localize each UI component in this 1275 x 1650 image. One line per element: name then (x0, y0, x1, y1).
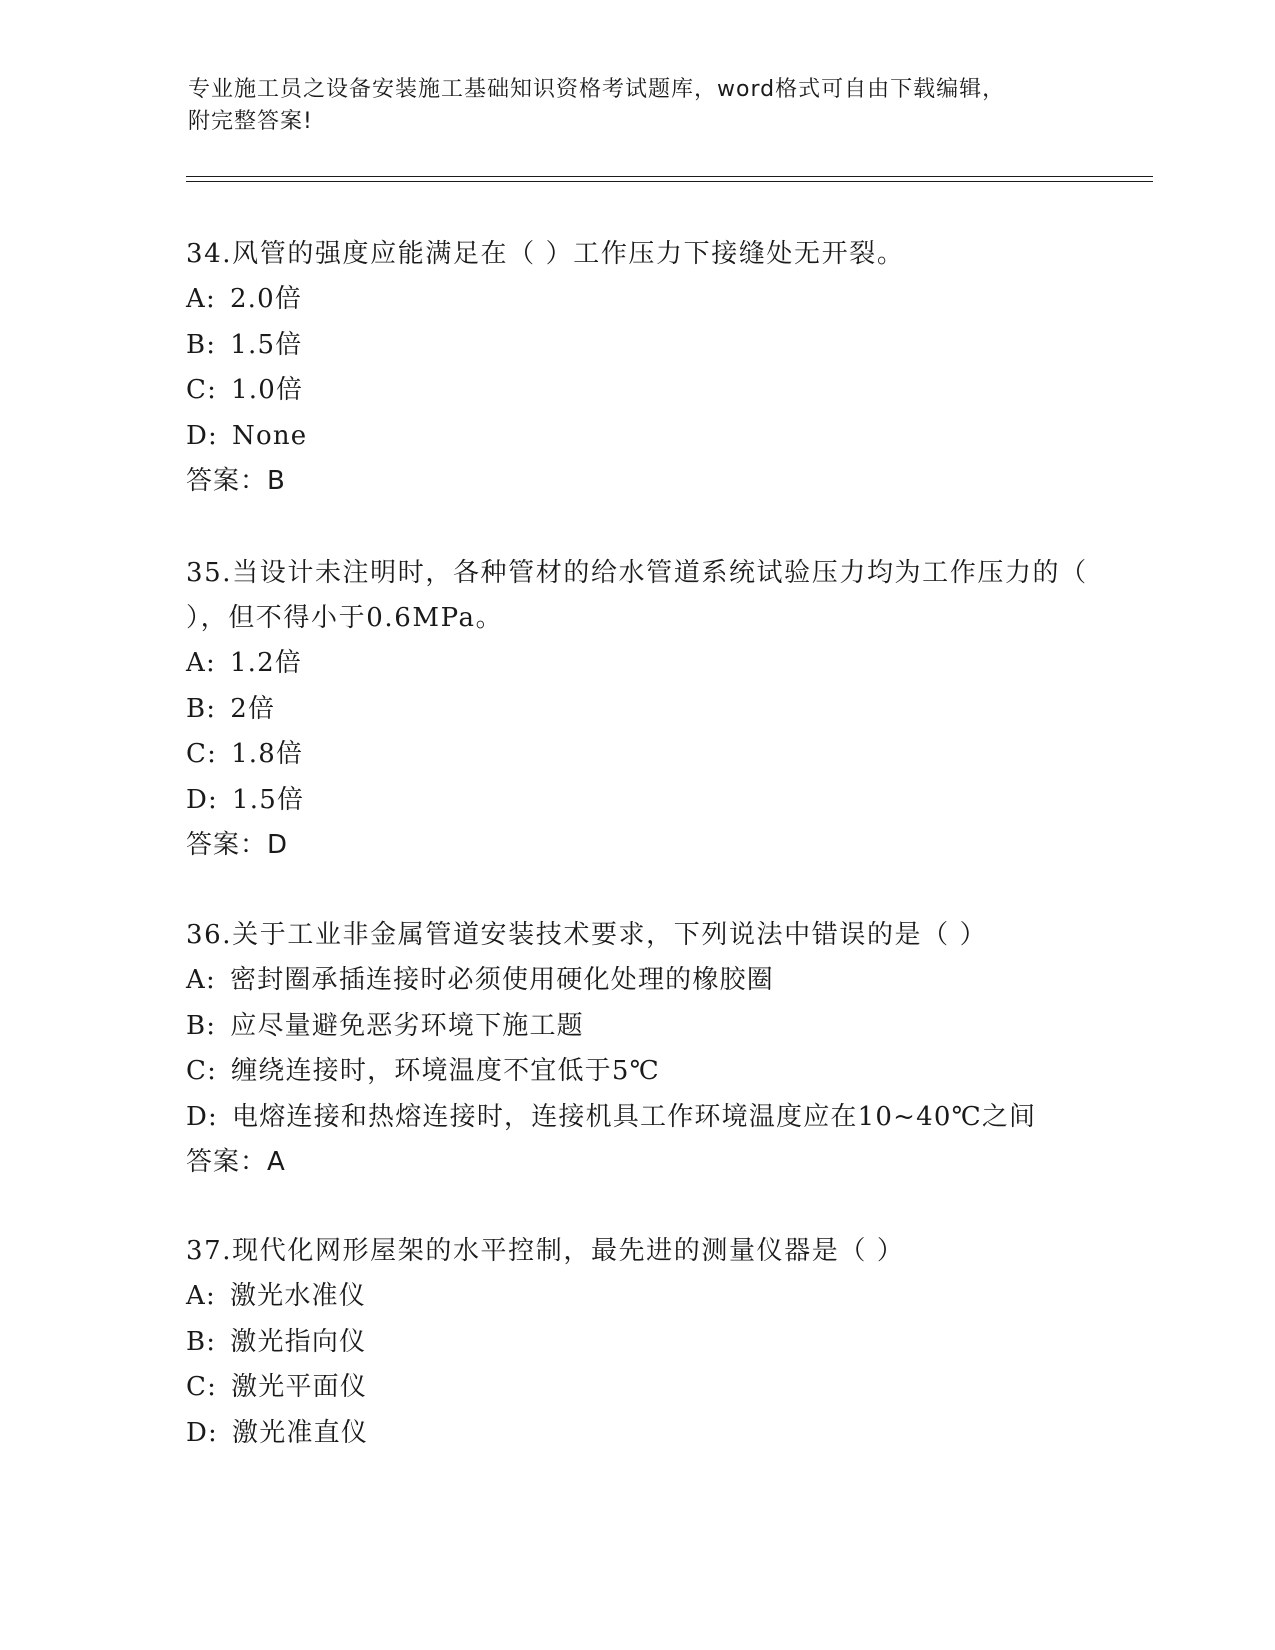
option-c (186, 732, 1116, 778)
option-label: A: (186, 1281, 216, 1311)
question-stem: 35.当设计未注明时，各种管材的给水管道系统试验压力均为工作压力的（ ），但不得小于0.6MPa。 (186, 558, 1088, 633)
option-b (186, 1320, 1116, 1366)
option-text: 1.5倍 (232, 784, 305, 815)
option-label: D: (186, 784, 219, 815)
option-a (186, 958, 1116, 1004)
option-a (186, 277, 1116, 323)
question-36 (186, 913, 1116, 1184)
option-text: 1.0倍 (231, 375, 304, 405)
header-line-1: 专业施工员之设备安装施工基础知识资格考试题库，word格式可自由下载编辑， (188, 77, 1006, 102)
option-label: B: (186, 1010, 217, 1041)
option-d (186, 1095, 1116, 1141)
option-label: A: (186, 284, 216, 314)
answer-line: 答案：A (186, 1147, 286, 1177)
question-34 (186, 232, 1116, 503)
question-stem: 36.关于工业非金属管道安装技术要求，下列说法中错误的是（ ） (186, 920, 988, 950)
option-a (186, 1274, 1116, 1320)
option-label: C: (186, 1056, 218, 1086)
option-text: 激光平面仪 (231, 1372, 368, 1402)
question-37 (186, 1229, 1116, 1456)
option-text: 1.2倍 (229, 648, 303, 678)
option-a (186, 641, 1116, 687)
option-text: 密封圈承插连接时必须使用硬化处理的橡胶圈 (229, 965, 774, 995)
option-text: 激光指向仪 (230, 1326, 367, 1357)
option-label: D: (186, 1101, 219, 1132)
option-text: 1.8倍 (231, 739, 304, 769)
option-text: 激光水准仪 (229, 1281, 366, 1311)
option-label: C: (186, 375, 218, 405)
option-label: D: (186, 1417, 219, 1448)
option-label: D: (186, 420, 219, 451)
header-line-2: 附完整答案! (188, 109, 313, 134)
option-b (186, 687, 1116, 733)
option-text: 2倍 (230, 693, 276, 724)
option-label: C: (186, 739, 218, 769)
option-d (186, 414, 1116, 460)
option-c (186, 1049, 1116, 1095)
option-label: A: (186, 965, 216, 995)
option-label: A: (186, 648, 216, 678)
document-header (188, 74, 1088, 138)
option-label: B: (186, 329, 217, 360)
option-b (186, 1004, 1116, 1050)
option-text: 应尽量避免恶劣环境下施工题 (230, 1010, 584, 1041)
question-stem: 37.现代化网形屋架的水平控制，最先进的测量仪器是（ ） (186, 1236, 905, 1266)
option-b (186, 323, 1116, 369)
option-text: 2.0倍 (229, 284, 303, 314)
option-d (186, 1411, 1116, 1457)
option-text: 1.5倍 (230, 329, 303, 360)
option-text: 电熔连接和热熔连接时，连接机具工作环境温度应在10~40℃之间 (232, 1101, 1037, 1132)
option-label: B: (186, 693, 217, 724)
header-divider-top (186, 176, 1153, 177)
option-c (186, 368, 1116, 414)
option-label: C: (186, 1372, 218, 1402)
question-35 (186, 551, 1116, 867)
answer-line: 答案：B (186, 466, 286, 496)
answer-line: 答案：D (186, 830, 289, 860)
option-d (186, 778, 1116, 824)
question-stem: 34.风管的强度应能满足在（ ）工作压力下接缝处无开裂。 (186, 239, 905, 269)
option-text: 缠绕连接时，环境温度不宜低于5℃ (231, 1056, 660, 1086)
option-text: None (232, 420, 308, 451)
option-text: 激光准直仪 (232, 1417, 369, 1448)
option-label: B: (186, 1326, 217, 1357)
option-c (186, 1365, 1116, 1411)
header-divider-bottom (186, 181, 1153, 182)
